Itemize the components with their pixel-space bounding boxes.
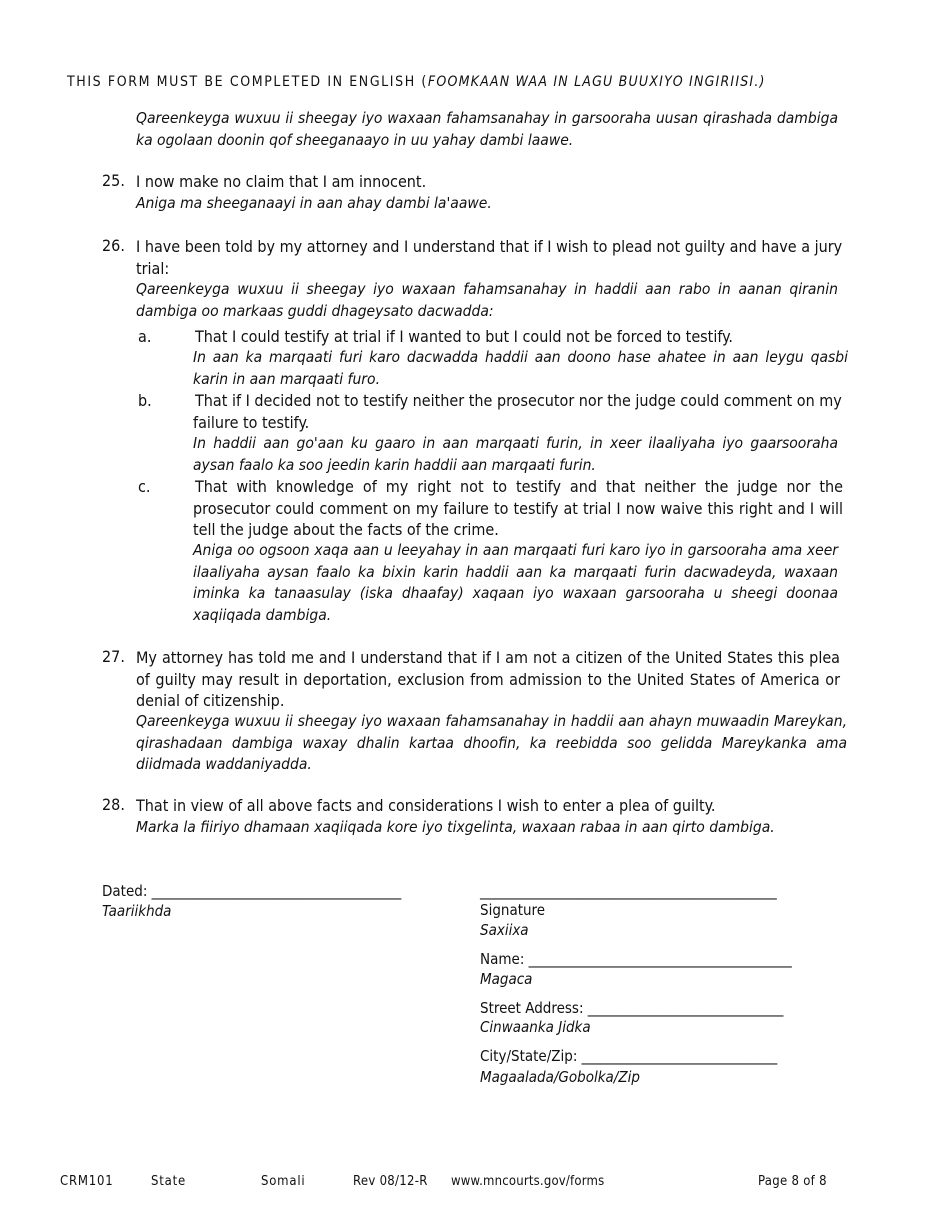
- dated-somali-label: Taariikhda: [102, 902, 172, 920]
- city-state-zip-somali-label: Magaalada/Gobolka/Zip: [480, 1068, 640, 1086]
- item-25-somali: Aniga ma sheeganaayi in aan ahay dambi la'aawe.: [136, 194, 492, 212]
- footer-revision: Rev 08/12-R: [353, 1174, 428, 1189]
- footer-form-id: CRM101: [60, 1174, 114, 1189]
- item-26a-somali: In aan ka marqaati furi karo dacwadda haddii aan doono hase ahatee in aan leygu qasbi karin in aan marqaati furo.: [193, 348, 848, 388]
- item-26-number: 26.: [102, 236, 125, 255]
- item-28-somali: Marka la fiiriyo dhamaan xaqiiqada kore iyo tixgelinta, waxaan rabaa in aan qirto dambiga.: [136, 818, 775, 836]
- item-28-english: That in view of all above facts and considerations I wish to enter a plea of guilty.: [136, 796, 716, 815]
- dated-field[interactable]: Dated: _____________________________________: [102, 882, 402, 900]
- header-somali: FOOMKAAN WAA IN LAGU BUUXIYO INGIRIISI.): [427, 74, 766, 90]
- item-25-english: I now make no claim that I am innocent.: [136, 172, 427, 191]
- item-26c-english: That with knowledge of my right not to testify and that neither the judge nor the prosecutor could comment on my failure to testify at trial I now waive this right and I will tell the judge about the facts of the crime.: [193, 477, 843, 539]
- name-somali-label: Magaca: [480, 970, 533, 988]
- item-26b-letter: b.: [138, 391, 152, 410]
- street-address-field[interactable]: Street Address: _____________________________: [480, 999, 784, 1017]
- footer-url[interactable]: www.mncourts.gov/forms: [451, 1174, 605, 1189]
- signature-label: Signature: [480, 901, 546, 919]
- footer-language: Somali: [261, 1174, 306, 1189]
- street-address-somali-label: Cinwaanka Jidka: [480, 1018, 591, 1036]
- item-26c-letter: c.: [138, 477, 151, 496]
- item-27-number: 27.: [102, 647, 125, 666]
- item-26a-english: That I could testify at trial if I wanted to but I could not be forced to testify.: [195, 327, 733, 346]
- page-header: [67, 74, 766, 90]
- item-26-somali: Qareenkeyga wuxuu ii sheegay iyo waxaan fahamsanahay in haddii aan rabo in aanan qiranin dambiga oo markaas guddi dhageysato dacwadda:: [136, 280, 838, 320]
- item-26-english: I have been told by my attorney and I understand that if I wish to plead not guilty and have a jury trial:: [136, 237, 843, 278]
- signature-field[interactable]: ____________________________________________: [480, 882, 777, 900]
- header-english: THIS FORM MUST BE COMPLETED IN ENGLISH (: [67, 74, 428, 90]
- item-26b-english: That if I decided not to testify neither the prosecutor nor the judge could comment on my failure to testify.: [193, 391, 842, 432]
- item-26b-somali: In haddii aan go'aan ku gaaro in aan marqaati furin, in xeer ilaaliyaha iyo gaarsooraha aysan faalo ka soo jeedin karin haddii aan marqaati furin.: [193, 434, 838, 474]
- item-28-number: 28.: [102, 795, 125, 814]
- footer-page-number: Page 8 of 8: [758, 1174, 827, 1189]
- name-field[interactable]: Name: _______________________________________: [480, 950, 792, 968]
- city-state-zip-field[interactable]: City/State/Zip: _____________________________: [480, 1047, 778, 1065]
- item-26c-somali: Aniga oo ogsoon xaqa aan u leeyahay in aan marqaati furi karo iyo in garsooraha ama xeer ilaaliyaha aysan faalo ka bixin karin haddii aan ka marqaati furin dacwadeyda, waxaan iminka ka tanaasulay (iska dhaafay) xaqaan iyo waxaan garsooraha u sheegi doonaa xaqiiqada dambiga.: [193, 541, 838, 624]
- footer-jurisdiction: State: [151, 1174, 186, 1189]
- item-27-english: My attorney has told me and I understand that if I am not a citizen of the United States this plea of guilty may result in deportation, exclusion from admission to the United States of America or denial of citizenship.: [136, 648, 840, 710]
- item-25-number: 25.: [102, 171, 125, 190]
- signature-somali-label: Saxiixa: [480, 921, 529, 939]
- item-27-somali: Qareenkeyga wuxuu ii sheegay iyo waxaan fahamsanahay in haddii aan ahayn muwaadin Mareykan, qirashadaan dambiga waxay dhalin kartaa dhoofin, ka reebidda soo gelidda Mareykanka ama diidmada waddaniyadda.: [136, 712, 847, 773]
- item-26a-letter: a.: [138, 327, 152, 346]
- intro-somali: Qareenkeyga wuxuu ii sheegay iyo waxaan fahamsanahay in garsooraha uusan qirashada dambiga ka ogolaan doonin qof sheeganaayo in uu yahay dambi laawe.: [136, 109, 838, 149]
